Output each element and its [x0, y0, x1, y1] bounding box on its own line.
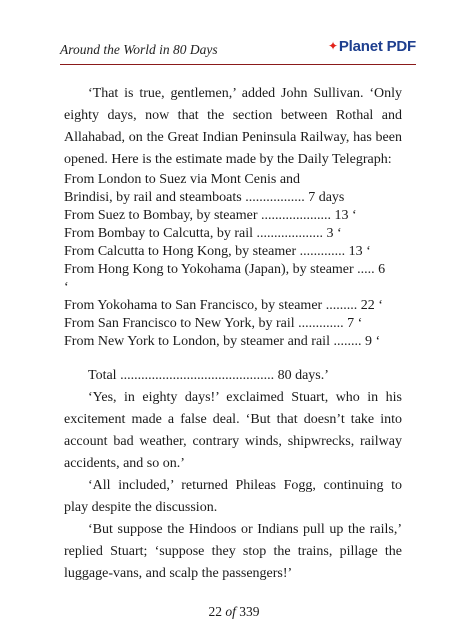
paragraph: ‘All included,’ returned Phileas Fogg, continuing to play despite the discussion.	[64, 478, 402, 515]
spacer	[64, 351, 402, 365]
itinerary-line: From New York to London, by steamer and rail ........ 9 ‘	[64, 334, 381, 349]
header-divider	[60, 64, 416, 65]
itinerary-line: From San Francisco to New York, by rail ............. 7 ‘	[64, 316, 363, 331]
page-number	[0, 604, 468, 620]
itinerary-line: From Yokohama to San Francisco, by steamer ......... 22 ‘	[64, 298, 383, 313]
book-title: Around the World in 80 Days	[60, 42, 218, 57]
page-of: of	[225, 604, 236, 619]
paragraph: ‘Yes, in eighty days!’ exclaimed Stuart, who in his excitement made a false deal. ‘But that doesn’t take into account bad weather, contrary winds, shipwrecks, railway accidents, and so on.’	[64, 390, 402, 471]
itinerary-line: From Calcutta to Hong Kong, by steamer ............. 13 ‘	[64, 244, 371, 259]
paragraph: ‘But suppose the Hindoos or Indians pull up the rails,’ replied Stuart; ‘suppose they stop the trains, pillage the luggage-vans, and scalp the passengers!’	[64, 522, 402, 581]
logo-star-icon: ✦	[327, 39, 338, 53]
total-line: Total ............................................ 80 days.’	[88, 368, 329, 383]
planet-pdf-logo	[328, 38, 416, 55]
page-current: 22	[208, 604, 222, 619]
itinerary-line: From Bombay to Calcutta, by rail ................... 3 ‘	[64, 226, 342, 241]
itinerary-line: From Suez to Bombay, by steamer .................... 13 ‘	[64, 208, 357, 223]
logo-text: Planet PDF	[338, 38, 416, 55]
itinerary-table	[64, 171, 402, 351]
itinerary-line: From Hong Kong to Yokohama (Japan), by steamer ..... 6	[64, 262, 386, 277]
page-header	[60, 38, 416, 62]
itinerary-line: From London to Suez via Mont Cenis and	[64, 172, 301, 187]
itinerary-line: ‘	[64, 280, 69, 295]
itinerary-line: Brindisi, by rail and steamboats ................. 7 days	[64, 190, 345, 205]
page-total: 339	[239, 604, 260, 619]
page-body	[64, 83, 402, 585]
paragraph: ‘That is true, gentlemen,’ added John Sullivan. ‘Only eighty days, now that the section between Rothal and Allahabad, on the Great Indian Peninsula Railway, has been opened. Here is the estimate made by the Daily Telegraph:	[64, 86, 402, 167]
